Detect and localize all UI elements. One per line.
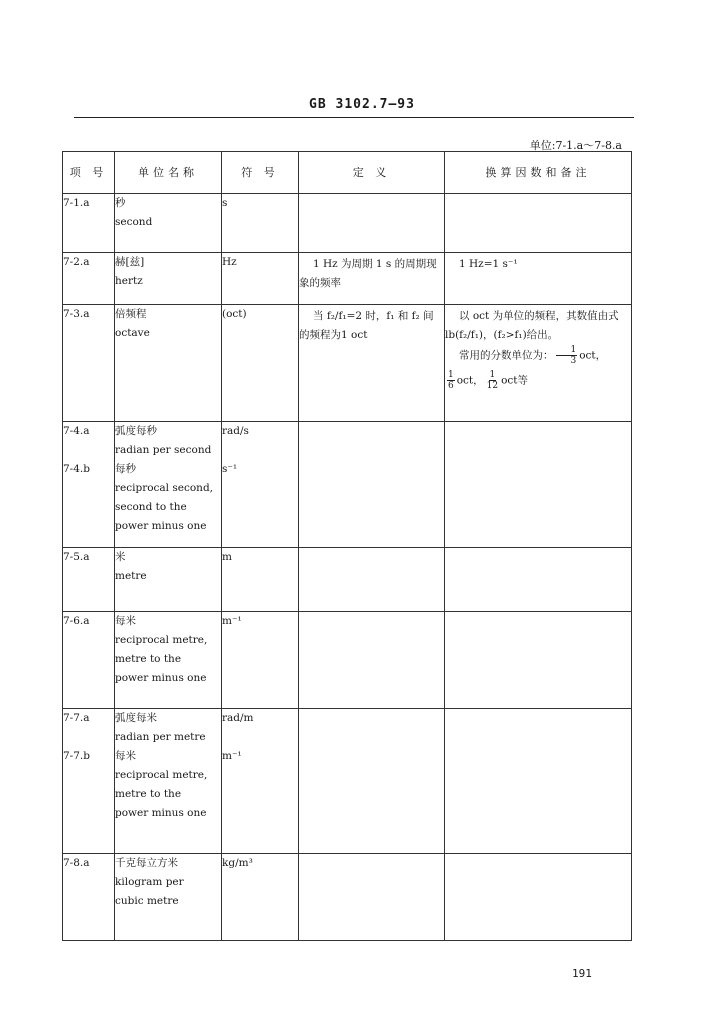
unit-name-cell [115,253,222,305]
fraction-denominator: 6 [448,381,454,391]
unit-symbol: m [222,551,232,563]
table-header-row [63,152,632,194]
item-no: 7-1.a [63,197,90,209]
unit-symbol: m⁻¹ [222,750,242,762]
unit-name-cell [115,612,222,709]
unit-name-cn: 弧度每米 [115,712,157,724]
item-no-cell [63,422,115,548]
definition-cell [299,253,445,305]
unit-name-cn: 弧度每秒 [115,425,157,437]
definition-cell [299,194,445,253]
col-header-remarks: 换算因数和备注 [445,152,632,194]
definition-cell [299,305,445,422]
unit-name-cell [115,422,222,548]
definition-text: 1 Hz 为周期 1 s 的周期现象的频率 [299,258,437,289]
fraction-denominator: 12 [486,381,499,391]
unit-name-en: octave [115,327,150,339]
col-header-item-no: 项 号 [63,152,115,194]
item-no: 7-6.a [63,615,90,627]
table-row [63,305,632,422]
remarks-text: 以 oct 为单位的频程，其数值由式 lb(f₂/f₁)，(f₂>f₁)给出。 [445,310,619,341]
item-no: 7-4.b [63,463,90,475]
item-no: 7-7.b [63,750,90,762]
item-no: 7-8.a [63,857,90,869]
col-header-definition: 定 义 [299,152,445,194]
definition-cell [299,612,445,709]
table-row [63,194,632,253]
item-no: 7-5.a [63,551,90,563]
symbol-cell [222,422,299,548]
remarks-fraction-line [445,345,631,366]
unit-name-cn: 赫[兹] [115,256,145,268]
fraction-unit-text: oct， [579,349,607,362]
unit-name-cell [115,548,222,612]
unit-symbol: s⁻¹ [222,463,238,475]
unit-name-cn: 每米 [115,750,136,762]
table-row [63,612,632,709]
fraction-unit-text: oct等 [501,374,529,387]
item-no-cell [63,612,115,709]
remarks-text: 1 Hz=1 s⁻¹ [459,258,518,270]
header-rule [74,117,634,118]
definition-cell [299,854,445,941]
unit-name-en: metre [115,570,147,582]
unit-name-en: second to the [115,501,187,513]
fraction-denominator: 3 [570,356,577,366]
symbol-cell [222,854,299,941]
unit-name-en: reciprocal second, [115,482,213,494]
remarks-cell [445,194,632,253]
symbol-cell [222,709,299,854]
remarks-cell [445,548,632,612]
unit-name-cell [115,194,222,253]
unit-symbol: (oct) [222,308,247,320]
fraction-one-twelfth [486,370,499,391]
definition-cell [299,422,445,548]
remarks-cell [445,709,632,854]
fraction-numerator: 1 [556,345,578,356]
unit-name-en: metre to the [115,788,182,800]
symbol-cell [222,194,299,253]
definition-cell [299,548,445,612]
unit-name-cell [115,305,222,422]
remarks-text-2: 常用的分数单位为： [459,349,554,362]
item-no-cell [63,548,115,612]
unit-symbol: m⁻¹ [222,615,242,627]
table-row [63,854,632,941]
fraction-one-sixth [447,370,455,391]
col-header-symbol: 符 号 [222,152,299,194]
remarks-fraction-line-2 [445,370,631,391]
unit-name-en: cubic metre [115,895,179,907]
unit-name-en: power minus one [115,520,207,532]
remarks-cell [445,422,632,548]
unit-name-cn: 每米 [115,615,136,627]
unit-symbol: rad/s [222,425,249,437]
unit-symbol: s [222,197,228,209]
item-no: 7-4.a [63,425,90,437]
fraction-unit-text: oct， [456,374,484,387]
unit-symbol: rad/m [222,712,254,724]
standard-number: GB 3102.7—93 [309,97,415,112]
col-header-unit-name: 单位名称 [115,152,222,194]
unit-name-en: radian per metre [115,731,206,743]
symbol-cell [222,548,299,612]
unit-name-cn: 每秒 [115,463,136,475]
unit-name-cn: 秒 [115,197,126,209]
item-no: 7-3.a [63,308,90,320]
item-no-cell [63,854,115,941]
unit-name-en: power minus one [115,807,207,819]
unit-name-en: radian per second [115,444,212,456]
unit-name-en: reciprocal metre, [115,634,208,646]
unit-name-en: second [115,216,153,228]
table-row [63,253,632,305]
fraction-numerator: 1 [448,370,454,380]
unit-name-en: hertz [115,275,143,287]
fraction-one-third [556,345,578,366]
table-row [63,422,632,548]
unit-symbol: kg/m³ [222,857,253,869]
item-no-cell [63,194,115,253]
unit-name-cell [115,854,222,941]
unit-symbol: Hz [222,256,237,268]
unit-name-en: reciprocal metre, [115,769,208,781]
unit-name-cell [115,709,222,854]
item-no: 7-7.a [63,712,90,724]
fraction-numerator: 1 [489,370,496,380]
remarks-cell [445,305,632,422]
remarks-cell [445,253,632,305]
definition-text: 当 f₂/f₁=2 时，f₁ 和 f₂ 间的频程为1 oct [299,310,434,341]
item-no-cell [63,709,115,854]
symbol-cell [222,305,299,422]
unit-name-en: kilogram per [115,876,184,888]
remarks-cell [445,854,632,941]
table-row [63,709,632,854]
item-no-cell [63,305,115,422]
table-row [63,548,632,612]
unit-name-cn: 倍频程 [115,308,147,320]
unit-table [62,151,632,941]
definition-cell [299,709,445,854]
unit-name-en: metre to the [115,653,182,665]
unit-name-cn: 米 [115,551,126,563]
symbol-cell [222,612,299,709]
remarks-cell [445,612,632,709]
unit-range-note: 单位:7-1.a～7-8.a [529,139,622,152]
item-no-cell [63,253,115,305]
unit-name-en: power minus one [115,672,207,684]
item-no: 7-2.a [63,256,90,268]
page-number: 191 [572,967,592,980]
symbol-cell [222,253,299,305]
unit-name-cn: 千克每立方米 [115,857,178,869]
